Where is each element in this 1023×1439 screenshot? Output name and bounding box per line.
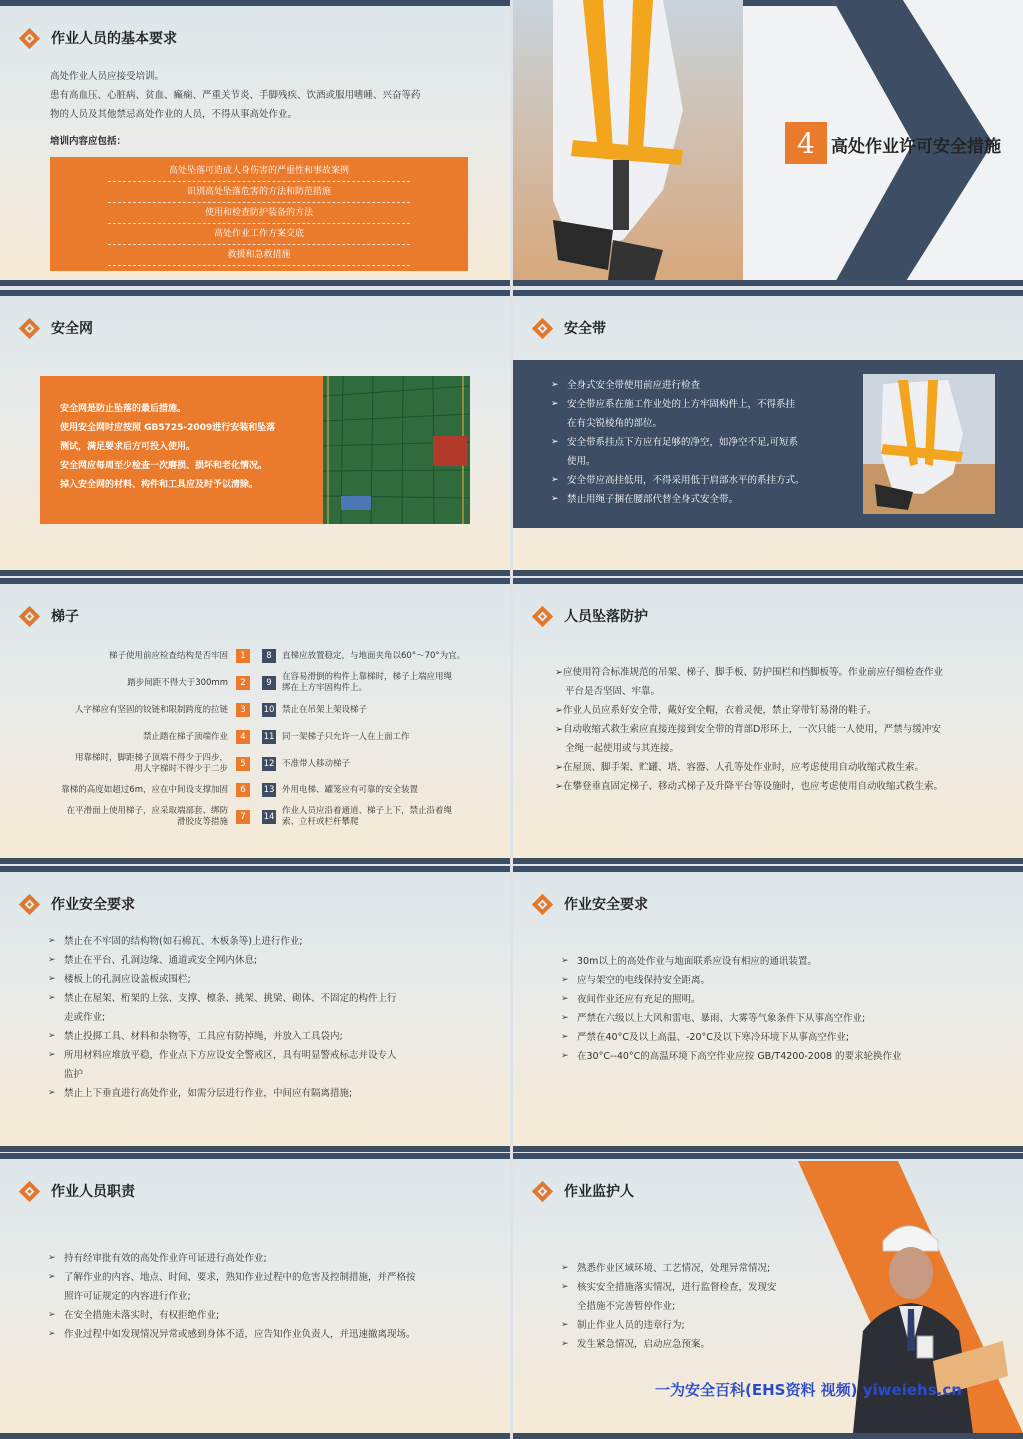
section-title: 高处作业许可安全措施 — [831, 137, 1001, 157]
list-item: ➢ 30m以上的高处作业与地面联系应设有相应的通讯装置。 — [561, 952, 902, 971]
safety-net-photo — [323, 376, 470, 524]
list-item: 走或作业; — [64, 1012, 106, 1023]
orange-panel — [40, 376, 470, 524]
number-badge: 8 — [262, 649, 276, 663]
navy-panel — [513, 360, 1023, 528]
diamond-icon — [532, 317, 553, 338]
watermark-text: 一为安全百科(EHS资料 视频) yiweiehs.cn — [655, 1381, 962, 1399]
slide-basic-requirements — [0, 0, 510, 286]
slide-title: 作业人员的基本要求 — [22, 28, 177, 48]
list-item: ➢ 在30°C--40°C的高温环境下高空作业应按 GB/T4200-2008 的要求轮换作业 — [561, 1047, 902, 1066]
list-item: 照许可证规定的内容进行作业; — [64, 1291, 191, 1302]
list-item: ➢ 严禁在40°C及以上高温、-20°C及以下寒冷环境下从事高空作业; — [561, 1028, 902, 1047]
list-item: ➢ 禁止在不牢固的结构物(如石棉瓦、木板条等)上进行作业; — [48, 932, 397, 951]
list-item: ➢ 楼板上的孔洞应设盖板或围栏; — [48, 970, 397, 989]
number-badge: 3 — [236, 703, 250, 717]
list-item: ➢ 禁止用绳子捆在腰部代替全身式安全带。 — [551, 490, 805, 509]
list-item: 高处坠落可造成人身伤害的严重性和事故案例 — [108, 161, 410, 182]
diamond-icon — [19, 317, 40, 338]
list-item: 高处作业工作方案交底 — [108, 224, 410, 245]
list-item: 救援和急救措施 — [108, 245, 410, 266]
number-badge: 12 — [262, 757, 276, 771]
diamond-icon — [19, 605, 40, 626]
worker-photo — [513, 0, 743, 286]
list-item: ➢ 所用材料应堆放平稳，作业点下方应设安全警戒区，具有明显警戒标志并设专人 — [48, 1046, 397, 1065]
list-item: ➢ 安全带应系在施工作业处的上方牢固构件上，不得系挂 — [551, 395, 805, 414]
list-item: ➢ 禁止投掷工具、材料和杂物等，工具应有防掉绳，并放入工具袋内; — [48, 1027, 397, 1046]
list-item: ➢ 严禁在六级以上大风和雷电、暴雨、大雾等气象条件下从事高空作业; — [561, 1009, 902, 1028]
diamond-icon — [532, 605, 553, 626]
list-item: 在有尖锐棱角的部位。 — [567, 418, 663, 429]
slide-title: 人员坠落防护 — [535, 606, 648, 626]
number-badge: 11 — [262, 730, 276, 744]
section-number: 4 — [785, 122, 827, 164]
slide-title: 梯子 — [22, 606, 79, 626]
number-badge: 9 — [262, 676, 276, 690]
belt-list — [551, 376, 805, 509]
diamond-icon — [19, 27, 40, 48]
ladder-rule: 14 作业人员应沿着通道、梯子上下，禁止沿着绳 索、立杆或栏杆攀爬 — [263, 806, 453, 827]
list-item: ➢ 熟悉作业区域环境、工艺情况，处理异常情况; — [561, 1259, 777, 1278]
number-badge: 2 — [236, 676, 250, 690]
number-badge: 4 — [236, 730, 250, 744]
list-item: ➢ 禁止在屋架、桁架的上弦、支撑、檩条、挑架、挑梁、砌体、不固定的构件上行 — [48, 989, 397, 1008]
number-badge: 13 — [262, 783, 276, 797]
duties-list — [48, 1249, 416, 1344]
slide-title: 作业监护人 — [535, 1181, 634, 1201]
slide-safety-net — [0, 290, 510, 576]
slide-fall-protection — [513, 578, 1023, 864]
ladder-rule: 靠梯的高度如超过6m，应在中间设支撑加固 6 — [20, 782, 250, 798]
list-item: ➢ 在安全措施未落实时，有权拒绝作业; — [48, 1306, 416, 1325]
ladder-rule: 10 禁止在吊架上架设梯子 — [262, 702, 502, 718]
slide-ladder — [0, 578, 510, 864]
list-item: 全措施不完善暂停作业; — [577, 1301, 676, 1312]
list-item: ➢ 禁止在平台、孔洞边缘、通道或安全网内休息; — [48, 951, 397, 970]
list-item: ➢ 应与架空的电线保持安全距离。 — [561, 971, 902, 990]
list-item: 识别高处坠落危害的方法和防范措施 — [108, 182, 410, 203]
number-badge: 5 — [236, 757, 250, 771]
slide-safety-belt — [513, 290, 1023, 576]
ladder-rule: 12 不准带人移动梯子 — [262, 756, 502, 772]
worker-belt-photo — [863, 374, 995, 514]
ladder-rule: 9 在容易滑倒的构件上靠梯时，梯子上端应用绳 绑在上方牢固构件上。 — [262, 669, 502, 697]
list-item: ➢ 了解作业的内容、地点、时间、要求，熟知作业过程中的危害及控制措施，并严格按 — [48, 1268, 416, 1287]
ladder-rule: 13 外用电梯、罐笼应有可靠的安全装置 — [262, 782, 502, 798]
training-list — [50, 157, 468, 271]
ladder-rule: 11 同一架梯子只允许一人在上面工作 — [262, 729, 502, 745]
slide-work-safety-2 — [513, 866, 1023, 1152]
ladder-rule: 禁止踏在梯子顶端作业 4 — [20, 729, 250, 745]
list-item: ➢ 核实安全措施落实情况，进行监督检查，发现安 — [561, 1278, 777, 1297]
slide-supervisor — [513, 1153, 1023, 1439]
ladder-rule: 梯子使用前应检查结构是否牢固 1 — [20, 648, 250, 664]
number-badge: 14 — [262, 810, 276, 824]
ladder-rule: 用靠梯时，脚距梯子顶端不得少于四步， 用人字梯时不得少于二步 5 — [20, 750, 250, 778]
list-item: ➢ 安全带应高挂低用，不得采用低于肩部水平的系挂方式。 — [551, 471, 805, 490]
slide-title: 安全带 — [535, 318, 606, 338]
diamond-icon — [532, 893, 553, 914]
list-item: ➢ 夜间作业还应有充足的照明。 — [561, 990, 902, 1009]
net-text: 安全网是防止坠落的最后措施。 使用安全网时应按照 GB5725-2009进行安装和坠落 测试，满足要求后方可投入使用。 安全网应每周至少检查一次磨损、损坏和老化情况。 掉入安全网的材料、构件和工具应及时予以清除。 — [60, 404, 276, 490]
list-item: ➢ 禁止上下垂直进行高处作业，如需分层进行作业，中间应有隔离措施; — [48, 1084, 397, 1103]
diamond-icon — [19, 893, 40, 914]
number-badge: 1 — [236, 649, 250, 663]
intro-text: 高处作业人员应接受培训。 患有高血压、心脏病、贫血、癫痫、严重关节炎、手脚残疾、饮酒或服用嗜睡、兴奋等药 物的人员及其他禁忌高处作业的人员，不得从事高处作业。 — [50, 71, 421, 120]
slide-worker-duties — [0, 1153, 510, 1439]
training-label: 培训内容应包括： — [50, 136, 127, 147]
list-item: ➢ 安全带系挂点下方应有足够的净空，如净空不足,可短系 — [551, 433, 805, 452]
work-safety-list — [561, 952, 902, 1066]
diamond-icon — [532, 1180, 553, 1201]
list-item: ➢ 持有经审批有效的高处作业许可证进行高处作业; — [48, 1249, 416, 1268]
number-badge: 6 — [236, 783, 250, 797]
list-item: 使用和检查防护装备的方法 — [108, 203, 410, 224]
list-item: ➢ 全身式安全带使用前应进行检查 — [551, 376, 805, 395]
work-safety-list — [48, 932, 397, 1103]
list-item: ➢ 制止作业人员的违章行为; — [561, 1316, 777, 1335]
list-item: 使用。 — [567, 456, 596, 467]
slide-title: 作业安全要求 — [22, 894, 135, 914]
slide-section-header — [513, 0, 1023, 286]
ladder-rule: 在平滑面上使用梯子，应采取端部套、绑防 滑胶皮等措施 7 — [20, 803, 250, 831]
slide-work-safety-1 — [0, 866, 510, 1152]
ladder-rule: 8 直梯应放置稳定，与地面夹角以60°～70°为宜。 — [262, 648, 502, 664]
diamond-icon — [19, 1180, 40, 1201]
number-badge: 10 — [262, 703, 276, 717]
list-item: ➢ 发生紧急情况，启动应急预案。 — [561, 1335, 777, 1354]
slide-title: 作业人员职责 — [22, 1181, 135, 1201]
supervisor-list — [561, 1259, 777, 1354]
number-badge: 7 — [236, 810, 250, 824]
ladder-rule: 踏步间距不得大于300mm 2 — [20, 675, 250, 691]
ladder-rule: 人字梯应有坚固的铰链和限制跨度的拉链 3 — [20, 702, 250, 718]
slide-title: 作业安全要求 — [535, 894, 648, 914]
list-item: ➢ 作业过程中如发现情况异常或感到身体不适，应告知作业负责人，并迅速撤离现场。 — [48, 1325, 416, 1344]
fall-text: ➢应使用符合标准规范的吊架、梯子、脚手板、防护围栏和挡脚板等。作业前应仔细检查作业 平台是否坚固、牢靠。 ➢作业人员应系好安全带，戴好安全帽，衣着灵便，禁止穿带钉易滑的鞋子。 ➢自动收缩式救生索应直接连接到安全带的背部D形环上，一次只能一人使用，严禁与缓冲安 全绳一起使用或与其连接。 ➢在屋顶、脚手架、贮罐、塔、容器、人孔等处作业时，应考虑使用自动收缩式救生索。 ➢在攀登垂直固定梯子、移动式梯子及升降平台等设施时，也应考虑使用自动收缩式救生索。 — [555, 667, 943, 792]
list-item: 监护 — [64, 1069, 84, 1080]
slide-title: 安全网 — [22, 318, 93, 338]
